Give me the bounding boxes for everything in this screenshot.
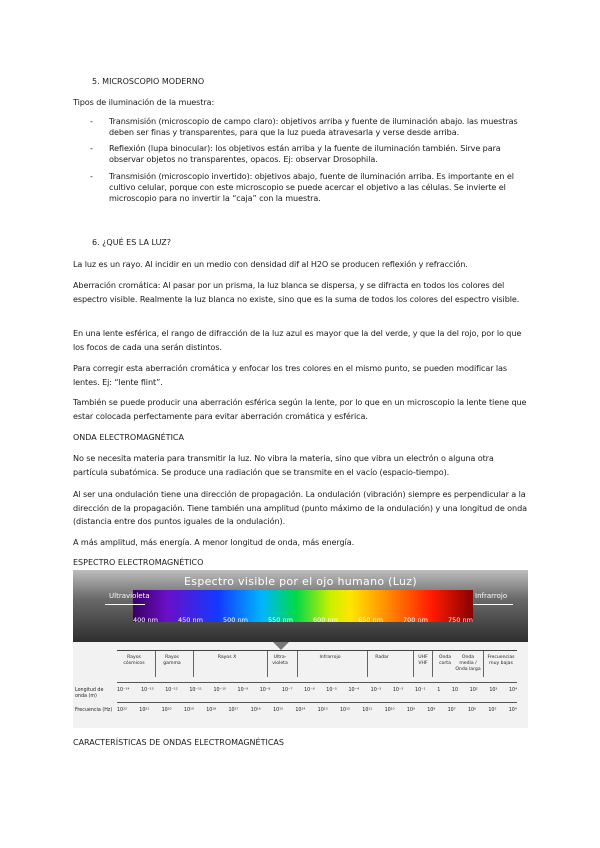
frequency-value: 10²¹ <box>139 708 150 713</box>
visible-range-pointer <box>273 642 289 650</box>
list-item: Transmisión (microscopio invertido): objetivos abajo, fuente de iluminación arriba. Es importante en el cultivo celular, porque con este microscopio se puede acercar el objetivo a las células. Se invierte el microscopio para no invertir la “caja” con la muestra. <box>109 171 514 204</box>
wavelength-value: 10⁻¹¹ <box>189 688 202 693</box>
paragraph: A más amplitud, más energía. A menor longitud de onda, más energía. <box>73 537 355 547</box>
electromagnetic-spectrum-figure <box>73 570 528 728</box>
wavelength-value: 10⁻⁷ <box>281 688 293 693</box>
section-5-title: 5. MICROSCOPIO MODERNO <box>92 77 205 86</box>
spectrum-title: Espectro visible por el ojo humano (Luz) <box>184 575 417 588</box>
spectrum-bands <box>117 650 517 677</box>
wavelength-tick: 600 nm <box>313 616 338 624</box>
paragraph: No se necesita materia para transmitir la luz. No vibra la materia, sino que vibra un electrón o alguna otra partícula subatómica. Se produce una radiación que se transmite en el vacío (espacio-tiempo). <box>73 453 494 477</box>
wavelength-value: 10⁻⁵ <box>326 688 337 693</box>
wavelength-tick: 400 nm <box>133 616 158 624</box>
band-label: Onda media / Onda larga <box>455 655 481 672</box>
wavelength-value: 10⁻¹² <box>165 688 178 693</box>
frequency-value: 10⁴ <box>508 708 517 713</box>
frequency-scale-values <box>117 708 517 713</box>
band-divider <box>483 651 484 677</box>
band-divider <box>193 651 194 677</box>
frequency-value: 10¹⁷ <box>228 708 239 713</box>
frequency-value: 10¹³ <box>317 708 328 713</box>
wavelength-tick: 450 nm <box>178 616 203 624</box>
frequency-scale-label: Frecuencia (Hz) <box>75 708 113 713</box>
wavelength-value: 10⁻¹³ <box>141 688 154 693</box>
paragraph: Al ser una ondulación tiene una dirección de propagación. La ondulación (vibración) siempre es perpendicular a la dirección de la propagación. Tiene también una amplitud (punto máximo de la ondulación) y una longitud de onda (distancia entre dos puntos iguales de la ondulación). <box>73 489 527 526</box>
paragraph: Aberración cromática: Al pasar por un prisma, la luz blanca se dispersa, y se difracta en todos los colores del espectro visible. Realmente la luz blanca no existe, sino que es la suma de todos los colores del espectro visible. <box>73 280 520 304</box>
wavelength-scale-values <box>117 688 517 693</box>
frequency-value: 10⁵ <box>488 708 497 713</box>
paragraph: También se puede producir una aberración esférica según la lente, por lo que en un microscopio la lente tiene que estar colocada perfectamente para evitar aberración cromática y esférica. <box>73 397 527 421</box>
right-arrow-icon <box>473 604 513 605</box>
wavelength-ticks <box>133 616 473 624</box>
band-divider <box>432 651 433 677</box>
band-label: Onda corta <box>438 655 452 666</box>
scale-axis <box>117 682 517 683</box>
section-6-title: 6. ¿QUÉ ES LA LUZ? <box>92 238 172 247</box>
frequency-value: 10¹⁴ <box>295 708 306 713</box>
wavelength-value: 10⁻⁴ <box>348 688 360 693</box>
list-item: Reflexión (lupa binocular): los objetivos están arriba y la fuente de iluminación también. Sirve para observar objetos no transparentes, opacos. Ej: observar Drosophila. <box>109 143 501 165</box>
caracteristicas-title: CARACTERÍSTICAS DE ONDAS ELECTROMAGNÉTICAS <box>73 738 284 747</box>
scale-axis <box>117 702 517 703</box>
band-divider <box>267 651 268 677</box>
wavelength-value: 10² <box>469 688 478 693</box>
band-label: Rayos X <box>217 655 237 660</box>
paragraph: En una lente esférica, el rango de difracción de la luz azul es mayor que la del verde, y que la del rojo, por lo que los focos de cada una serán distintos. <box>73 328 522 352</box>
paragraph: La luz es un rayo. Al incidir en un medio con densidad dif al H2O se producen reflexión y refracción. <box>73 259 468 269</box>
frequency-value: 10⁶ <box>467 708 477 713</box>
frequency-value: 10⁸ <box>427 708 436 713</box>
wavelength-value: 10 <box>451 688 459 693</box>
band-label: Radar <box>375 655 389 660</box>
frequency-value: 10¹⁹ <box>183 708 194 713</box>
wavelength-value: 1 <box>437 688 441 693</box>
wavelength-value: 10⁻² <box>392 688 404 693</box>
wavelength-value: 10³ <box>489 688 498 693</box>
wavelength-value: 10⁻⁹ <box>237 688 249 693</box>
list-dash: - <box>90 143 93 153</box>
onda-title: ONDA ELECTROMAGNÉTICA <box>73 433 184 442</box>
left-arrow-icon <box>105 604 145 605</box>
band-divider <box>413 651 414 677</box>
wavelength-value: 10⁻⁶ <box>304 688 315 693</box>
frequency-value: 10⁹ <box>406 708 415 713</box>
list-dash: - <box>90 171 93 181</box>
wavelength-value: 10⁻³ <box>370 688 382 693</box>
frequency-value: 10²⁰ <box>161 708 172 713</box>
band-label: Rayos gamma <box>163 655 181 666</box>
list-dash: - <box>90 116 93 126</box>
espectro-title: ESPECTRO ELECTROMAGNÉTICO <box>73 558 204 567</box>
infrared-label: Infrarrojo <box>475 592 508 600</box>
frequency-value: 10¹⁸ <box>206 708 217 713</box>
band-label: Frecuencias muy bajas <box>487 655 515 666</box>
frequency-value: 10⁷ <box>447 708 456 713</box>
frequency-value: 10¹⁶ <box>250 708 261 713</box>
list-item: Transmisión (microscopio de campo claro): objetivos arriba y fuente de iluminación abajo. las muestras deben ser finas y transparentes, para que la luz pueda atravesarla y verse desde arriba. <box>109 116 518 138</box>
frequency-value: 10¹² <box>339 708 350 713</box>
wavelength-tick: 550 nm <box>268 616 293 624</box>
frequency-value: 10¹⁵ <box>273 708 284 713</box>
wavelength-scale-label: Longitud de onda (m) <box>75 688 104 699</box>
band-label: Rayos cósmicos <box>123 655 145 666</box>
wavelength-tick: 750 nm <box>448 616 473 624</box>
band-label: UHF VHF <box>418 655 428 666</box>
ultraviolet-label: Ultravioleta <box>109 592 150 600</box>
wavelength-tick: 700 nm <box>403 616 428 624</box>
frequency-value: 10¹¹ <box>362 708 373 713</box>
section-5-intro: Tipos de iluminación de la muestra: <box>73 97 215 107</box>
wavelength-value: 10⁻⁸ <box>259 688 271 693</box>
band-divider <box>155 651 156 677</box>
band-divider <box>297 651 298 677</box>
wavelength-value: 10⁻¹⁴ <box>117 688 130 693</box>
frequency-value: 10¹⁰ <box>384 708 395 713</box>
wavelength-value: 10⁻¹ <box>415 688 426 693</box>
wavelength-tick: 500 nm <box>223 616 248 624</box>
wavelength-value: 10⁴ <box>508 688 517 693</box>
band-label: Infrarrojo <box>319 655 341 660</box>
wavelength-tick: 650 nm <box>358 616 383 624</box>
frequency-value: 10²² <box>117 708 127 713</box>
paragraph: Para corregir esta aberración cromática y enfocar los tres colores en el mismo punto, se pueden modificar las lentes. Ej: “lente flint”. <box>73 363 508 387</box>
band-label: Ultra-violeta <box>272 655 288 666</box>
wavelength-value: 10⁻¹⁰ <box>213 688 226 693</box>
band-divider <box>367 651 368 677</box>
